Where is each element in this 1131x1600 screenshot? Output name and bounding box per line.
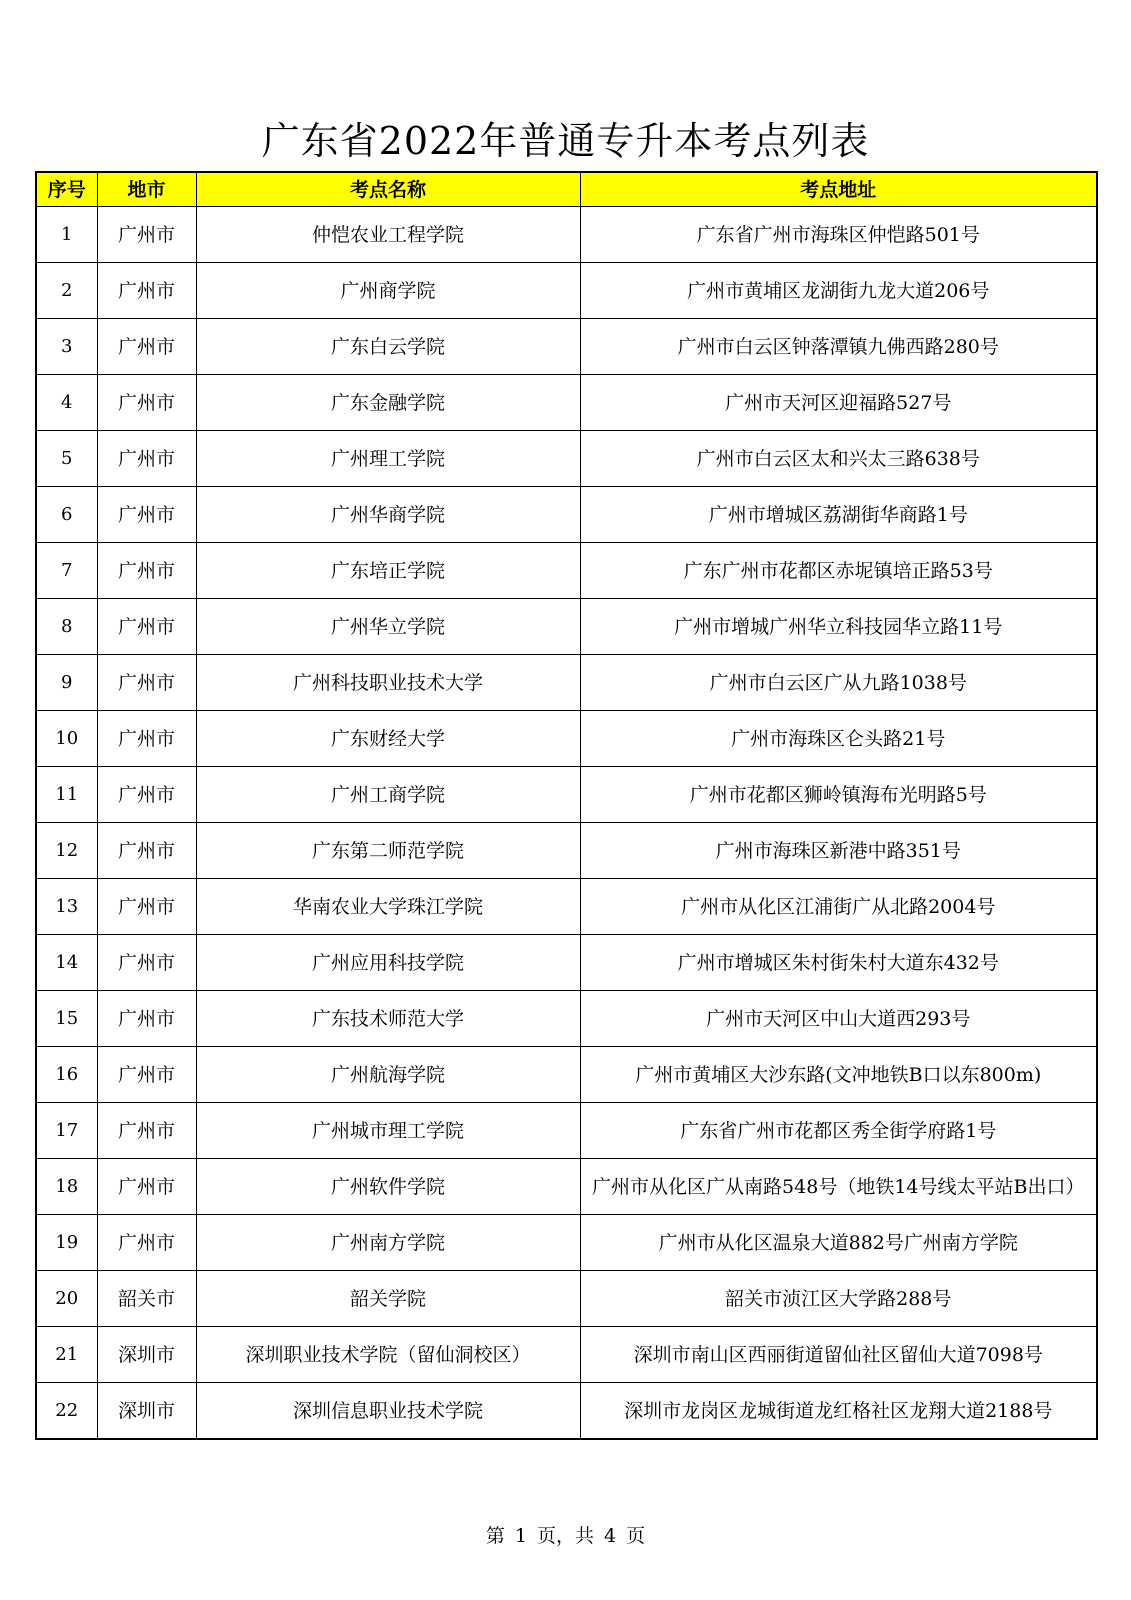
cell-index: 11	[36, 767, 97, 823]
cell-site-address: 广州市增城广州华立科技园华立路11号	[580, 599, 1097, 655]
table-row	[36, 263, 1097, 319]
cell-index: 7	[36, 543, 97, 599]
table-row	[36, 543, 1097, 599]
cell-index: 18	[36, 1159, 97, 1215]
cell-site-name: 广东白云学院	[196, 319, 580, 375]
cell-site-name: 广州南方学院	[196, 1215, 580, 1271]
table-row	[36, 375, 1097, 431]
cell-site-name: 广东第二师范学院	[196, 823, 580, 879]
cell-city: 广州市	[97, 1159, 196, 1215]
cell-site-name: 广州应用科技学院	[196, 935, 580, 991]
cell-city: 广州市	[97, 935, 196, 991]
cell-city: 广州市	[97, 991, 196, 1047]
table-row	[36, 1047, 1097, 1103]
table-row	[36, 1383, 1097, 1440]
cell-city: 广州市	[97, 711, 196, 767]
cell-site-name: 广州城市理工学院	[196, 1103, 580, 1159]
table-row	[36, 711, 1097, 767]
cell-site-name: 广东财经大学	[196, 711, 580, 767]
cell-site-address: 深圳市龙岗区龙城街道龙红格社区龙翔大道2188号	[580, 1383, 1097, 1440]
table-row	[36, 319, 1097, 375]
cell-index: 8	[36, 599, 97, 655]
column-header-city: 地市	[97, 172, 196, 207]
cell-site-name: 广州工商学院	[196, 767, 580, 823]
cell-site-address: 广州市白云区钟落潭镇九佛西路280号	[580, 319, 1097, 375]
table-row	[36, 935, 1097, 991]
cell-site-name: 华南农业大学珠江学院	[196, 879, 580, 935]
cell-city: 广州市	[97, 599, 196, 655]
cell-city: 广州市	[97, 1215, 196, 1271]
cell-city: 广州市	[97, 879, 196, 935]
page-footer: 第 1 页，共 4 页	[485, 1525, 646, 1547]
cell-site-name: 广东技术师范大学	[196, 991, 580, 1047]
table-row	[36, 1159, 1097, 1215]
table-row	[36, 767, 1097, 823]
cell-site-name: 广州华商学院	[196, 487, 580, 543]
cell-index: 20	[36, 1271, 97, 1327]
cell-city: 广州市	[97, 375, 196, 431]
table-row	[36, 1215, 1097, 1271]
cell-city: 韶关市	[97, 1271, 196, 1327]
table-row	[36, 1327, 1097, 1383]
cell-index: 6	[36, 487, 97, 543]
cell-city: 广州市	[97, 263, 196, 319]
column-header-index: 序号	[36, 172, 97, 207]
cell-city: 广州市	[97, 207, 196, 263]
cell-site-address: 广州市黄埔区龙湖街九龙大道206号	[580, 263, 1097, 319]
cell-site-address: 广州市黄埔区大沙东路(文冲地铁B口以东800m)	[580, 1047, 1097, 1103]
cell-site-address: 广东广州市花都区赤坭镇培正路53号	[580, 543, 1097, 599]
cell-site-address: 广东省广州市花都区秀全街学府路1号	[580, 1103, 1097, 1159]
page-title: 广东省2022年普通专升本考点列表	[261, 119, 870, 163]
cell-site-address: 广州市从化区温泉大道882号广州南方学院	[580, 1215, 1097, 1271]
cell-city: 广州市	[97, 543, 196, 599]
cell-site-address: 韶关市浈江区大学路288号	[580, 1271, 1097, 1327]
cell-site-name: 韶关学院	[196, 1271, 580, 1327]
cell-site-name: 深圳信息职业技术学院	[196, 1383, 580, 1440]
column-header-site-name: 考点名称	[196, 172, 580, 207]
cell-site-address: 广州市增城区朱村街朱村大道东432号	[580, 935, 1097, 991]
cell-site-name: 广州华立学院	[196, 599, 580, 655]
cell-index: 9	[36, 655, 97, 711]
cell-index: 12	[36, 823, 97, 879]
cell-city: 广州市	[97, 1047, 196, 1103]
cell-site-address: 广州市天河区中山大道西293号	[580, 991, 1097, 1047]
cell-site-address: 广州市白云区太和兴太三路638号	[580, 431, 1097, 487]
cell-city: 广州市	[97, 655, 196, 711]
cell-index: 15	[36, 991, 97, 1047]
cell-city: 广州市	[97, 823, 196, 879]
table-header-row	[36, 172, 1097, 207]
cell-index: 10	[36, 711, 97, 767]
cell-city: 广州市	[97, 431, 196, 487]
cell-city: 广州市	[97, 319, 196, 375]
cell-site-address: 广州市从化区广从南路548号（地铁14号线太平站B出口）	[580, 1159, 1097, 1215]
cell-index: 17	[36, 1103, 97, 1159]
table-row	[36, 599, 1097, 655]
cell-index: 22	[36, 1383, 97, 1440]
cell-index: 21	[36, 1327, 97, 1383]
cell-site-address: 深圳市南山区西丽街道留仙社区留仙大道7098号	[580, 1327, 1097, 1383]
table-row	[36, 879, 1097, 935]
cell-index: 3	[36, 319, 97, 375]
column-header-site-address: 考点地址	[580, 172, 1097, 207]
cell-site-address: 广东省广州市海珠区仲恺路501号	[580, 207, 1097, 263]
table-row	[36, 1103, 1097, 1159]
cell-index: 2	[36, 263, 97, 319]
cell-site-name: 广州商学院	[196, 263, 580, 319]
cell-site-name: 广州航海学院	[196, 1047, 580, 1103]
cell-index: 14	[36, 935, 97, 991]
table-row	[36, 991, 1097, 1047]
cell-index: 13	[36, 879, 97, 935]
cell-site-name: 广州理工学院	[196, 431, 580, 487]
cell-index: 5	[36, 431, 97, 487]
cell-index: 16	[36, 1047, 97, 1103]
cell-site-address: 广州市海珠区新港中路351号	[580, 823, 1097, 879]
table-row	[36, 431, 1097, 487]
cell-site-name: 仲恺农业工程学院	[196, 207, 580, 263]
table-row	[36, 487, 1097, 543]
cell-site-address: 广州市天河区迎福路527号	[580, 375, 1097, 431]
table-body	[36, 207, 1097, 1440]
cell-site-address: 广州市海珠区仑头路21号	[580, 711, 1097, 767]
table-row	[36, 655, 1097, 711]
cell-site-name: 深圳职业技术学院（留仙洞校区）	[196, 1327, 580, 1383]
cell-city: 深圳市	[97, 1327, 196, 1383]
cell-site-name: 广东金融学院	[196, 375, 580, 431]
cell-index: 4	[36, 375, 97, 431]
cell-site-name: 广州科技职业技术大学	[196, 655, 580, 711]
cell-site-address: 广州市增城区荔湖街华商路1号	[580, 487, 1097, 543]
cell-index: 1	[36, 207, 97, 263]
table-row	[36, 823, 1097, 879]
cell-site-name: 广州软件学院	[196, 1159, 580, 1215]
cell-city: 广州市	[97, 1103, 196, 1159]
exam-sites-table	[35, 171, 1098, 1440]
cell-site-address: 广州市花都区狮岭镇海布光明路5号	[580, 767, 1097, 823]
table-row	[36, 207, 1097, 263]
cell-index: 19	[36, 1215, 97, 1271]
cell-city: 广州市	[97, 487, 196, 543]
cell-site-address: 广州市白云区广从九路1038号	[580, 655, 1097, 711]
cell-site-address: 广州市从化区江浦街广从北路2004号	[580, 879, 1097, 935]
cell-site-name: 广东培正学院	[196, 543, 580, 599]
cell-city: 深圳市	[97, 1383, 196, 1440]
table-row	[36, 1271, 1097, 1327]
cell-city: 广州市	[97, 767, 196, 823]
